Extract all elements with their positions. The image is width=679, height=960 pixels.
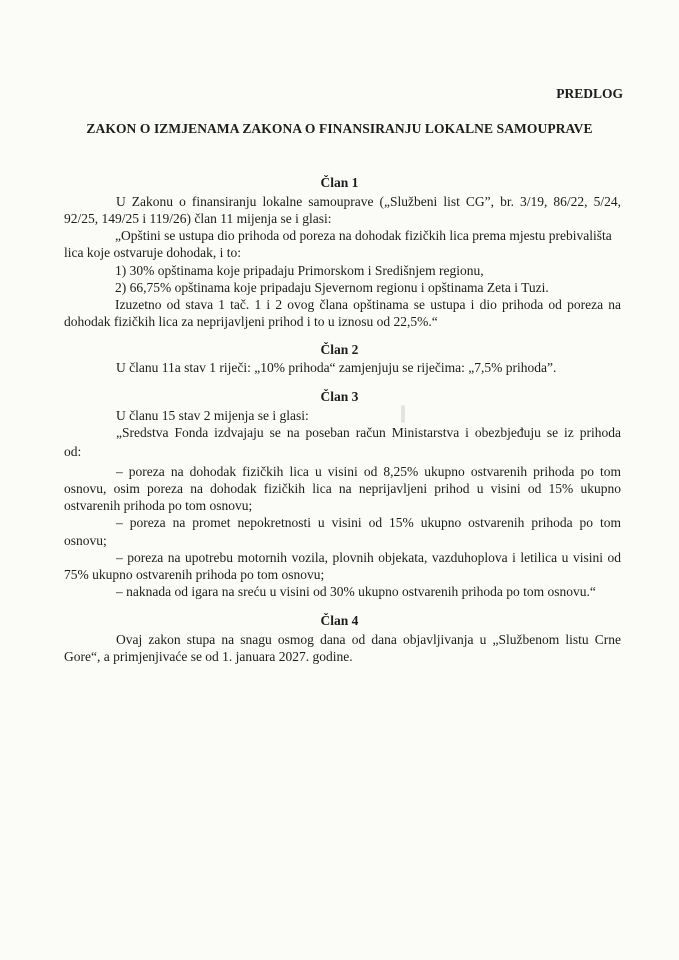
article-3-line: 75% ukupno ostvarenih prihoda po tom osnovu; [64,567,325,582]
draft-marker: PREDLOG [556,86,623,101]
article-1-line: Izuzetno od stava 1 tač. 1 i 2 ovog člana opštinama se ustupa i dio prihoda od poreza na [115,297,621,312]
article-3-line: osnovu; [64,533,107,548]
article-4-heading: Član 4 [320,613,359,628]
article-1-line: lica koje ostvaruje dohodak, i to: [64,245,241,260]
article-3-line: od: [64,444,82,459]
article-3-line: – naknada od igara na sreću u visini od 30% ukupno ostvarenih prihoda po tom osnovu.“ [116,584,596,599]
article-3-line: – poreza na dohodak fizičkih lica u visini od 8,25% ukupno ostvarenih prihoda po tom [116,464,621,479]
article-4-line: Ovaj zakon stupa na snagu osmog dana od dana objavljivanja u „Službenom listu Crne [116,632,621,647]
article-1-line: 92/25, 149/25 i 119/26) član 11 mijenja se i glasi: [64,211,332,226]
article-1-line: U Zakonu o finansiranju lokalne samouprave („Službeni list CG”, br. 3/19, 86/22, 5/24, [116,194,621,209]
article-1-heading: Član 1 [320,175,359,190]
article-3-line: ostvarenih prihoda po tom osnovu; [64,498,253,513]
article-3-line: osnovu, osim poreza na dohodak fizičkih lica na neprijavljeni prihod u visini od 15% ukupno [64,481,621,496]
article-1-line: 2) 66,75% opštinama koje pripadaju Sjevernom regionu i opštinama Zeta i Tuzi. [115,280,549,295]
article-4-line: Gore“, a primjenjivaće se od 1. januara 2027. godine. [64,649,353,664]
article-2-heading: Član 2 [320,342,359,357]
article-1-line: „Opštini se ustupa dio prihoda od poreza na dohodak fizičkih lica prema mjestu prebivališta [115,228,612,243]
article-1-line: dohodak fizičkih lica za neprijavljeni prihod i to u iznosu od 22,5%.“ [64,314,438,329]
article-3-line: U članu 15 stav 2 mijenja se i glasi: [116,408,309,423]
article-3-heading: Član 3 [320,389,359,404]
article-2-line: U članu 11a stav 1 riječi: „10% prihoda“ zamjenjuju se riječima: „7,5% prihoda”. [116,360,557,375]
article-3-line: – poreza na upotrebu motornih vozila, plovnih objekata, vazduhoplova i letilica u visini od [116,550,621,565]
scan-speck [401,405,405,423]
article-3-line: „Sredstva Fonda izdvajaju se na poseban račun Ministarstva i obezbjeđuju se iz prihoda [116,425,621,440]
article-1-line: 1) 30% opštinama koje pripadaju Primorskom i Središnjem regionu, [115,263,484,278]
law-title: ZAKON O IZMJENAMA ZAKONA O FINANSIRANJU LOKALNE SAMOUPRAVE [86,121,593,136]
article-3-line: – poreza na promet nepokretnosti u visini od 15% ukupno ostvarenih prihoda po tom [116,515,621,530]
